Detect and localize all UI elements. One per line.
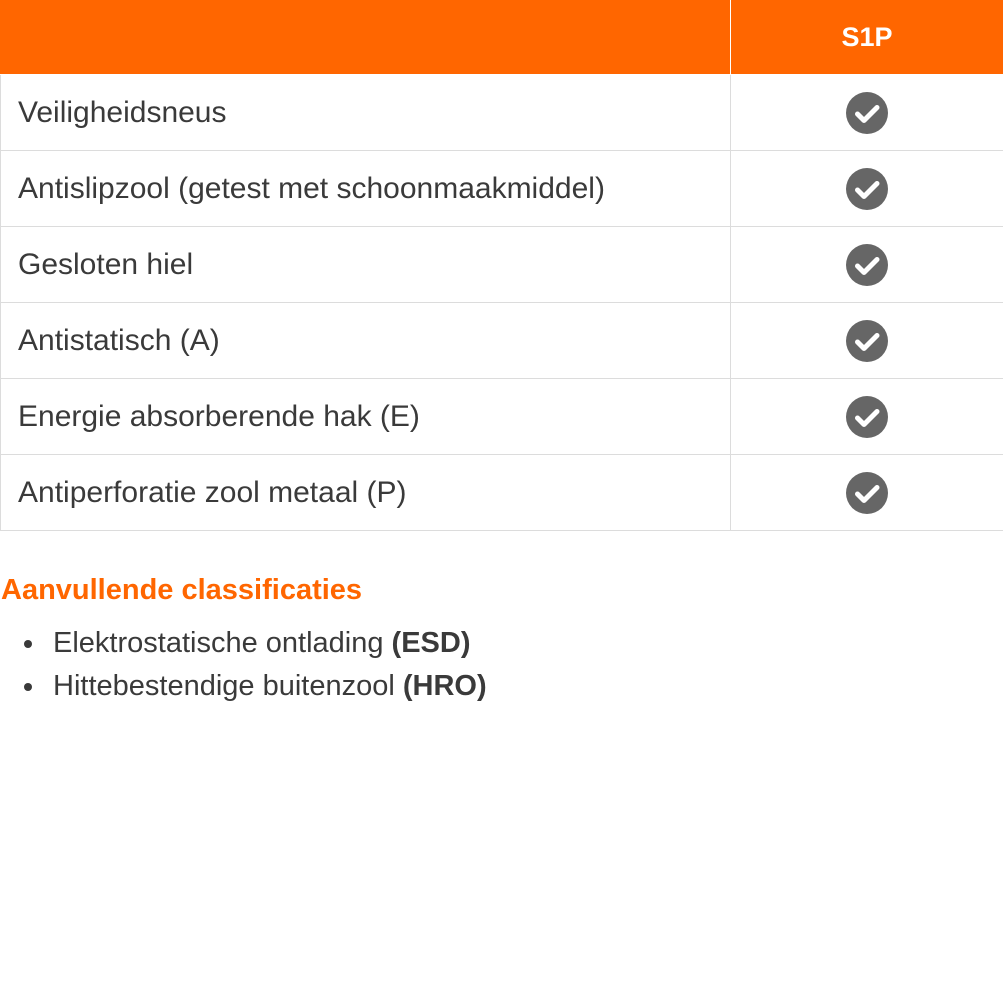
- check-circle-icon: [846, 396, 888, 438]
- list-item: [0, 665, 487, 708]
- feature-cell: Veiligheidsneus: [1, 75, 731, 151]
- table-row: [1, 227, 1003, 303]
- check-cell: [731, 75, 1003, 151]
- additional-classifications-list: [0, 622, 487, 708]
- list-item: [0, 622, 487, 665]
- check-cell: [731, 151, 1003, 227]
- check-circle-icon: [846, 472, 888, 514]
- bullet-icon: [24, 683, 32, 691]
- s1p-column-header: S1P: [731, 0, 1003, 75]
- feature-cell: Gesloten hiel: [1, 227, 731, 303]
- table-row: [1, 303, 1003, 379]
- check-cell: [731, 303, 1003, 379]
- table-row: [1, 455, 1003, 531]
- list-item-code: (HRO): [402, 670, 487, 702]
- table-header-row: [1, 0, 1003, 75]
- feature-cell: Antiperforatie zool metaal (P): [1, 455, 731, 531]
- feature-column-header: [1, 0, 731, 75]
- additional-classifications-title: Aanvullende classificaties: [1, 574, 363, 606]
- check-cell: [731, 379, 1003, 455]
- feature-cell: Antistatisch (A): [1, 303, 731, 379]
- list-item-code: (ESD): [391, 627, 471, 659]
- bullet-icon: [24, 640, 32, 648]
- table-row: [1, 75, 1003, 151]
- feature-cell: Antislipzool (getest met schoonmaakmiddel): [1, 151, 731, 227]
- check-circle-icon: [846, 92, 888, 134]
- check-cell: [731, 227, 1003, 303]
- list-item-text: Elektrostatische ontlading: [53, 627, 392, 659]
- list-item-text: Hittebestendige buitenzool: [53, 670, 403, 702]
- check-cell: [731, 455, 1003, 531]
- table-row: [1, 379, 1003, 455]
- check-circle-icon: [846, 320, 888, 362]
- table-row: [1, 151, 1003, 227]
- check-circle-icon: [846, 244, 888, 286]
- check-circle-icon: [846, 168, 888, 210]
- feature-cell: Energie absorberende hak (E): [1, 379, 731, 455]
